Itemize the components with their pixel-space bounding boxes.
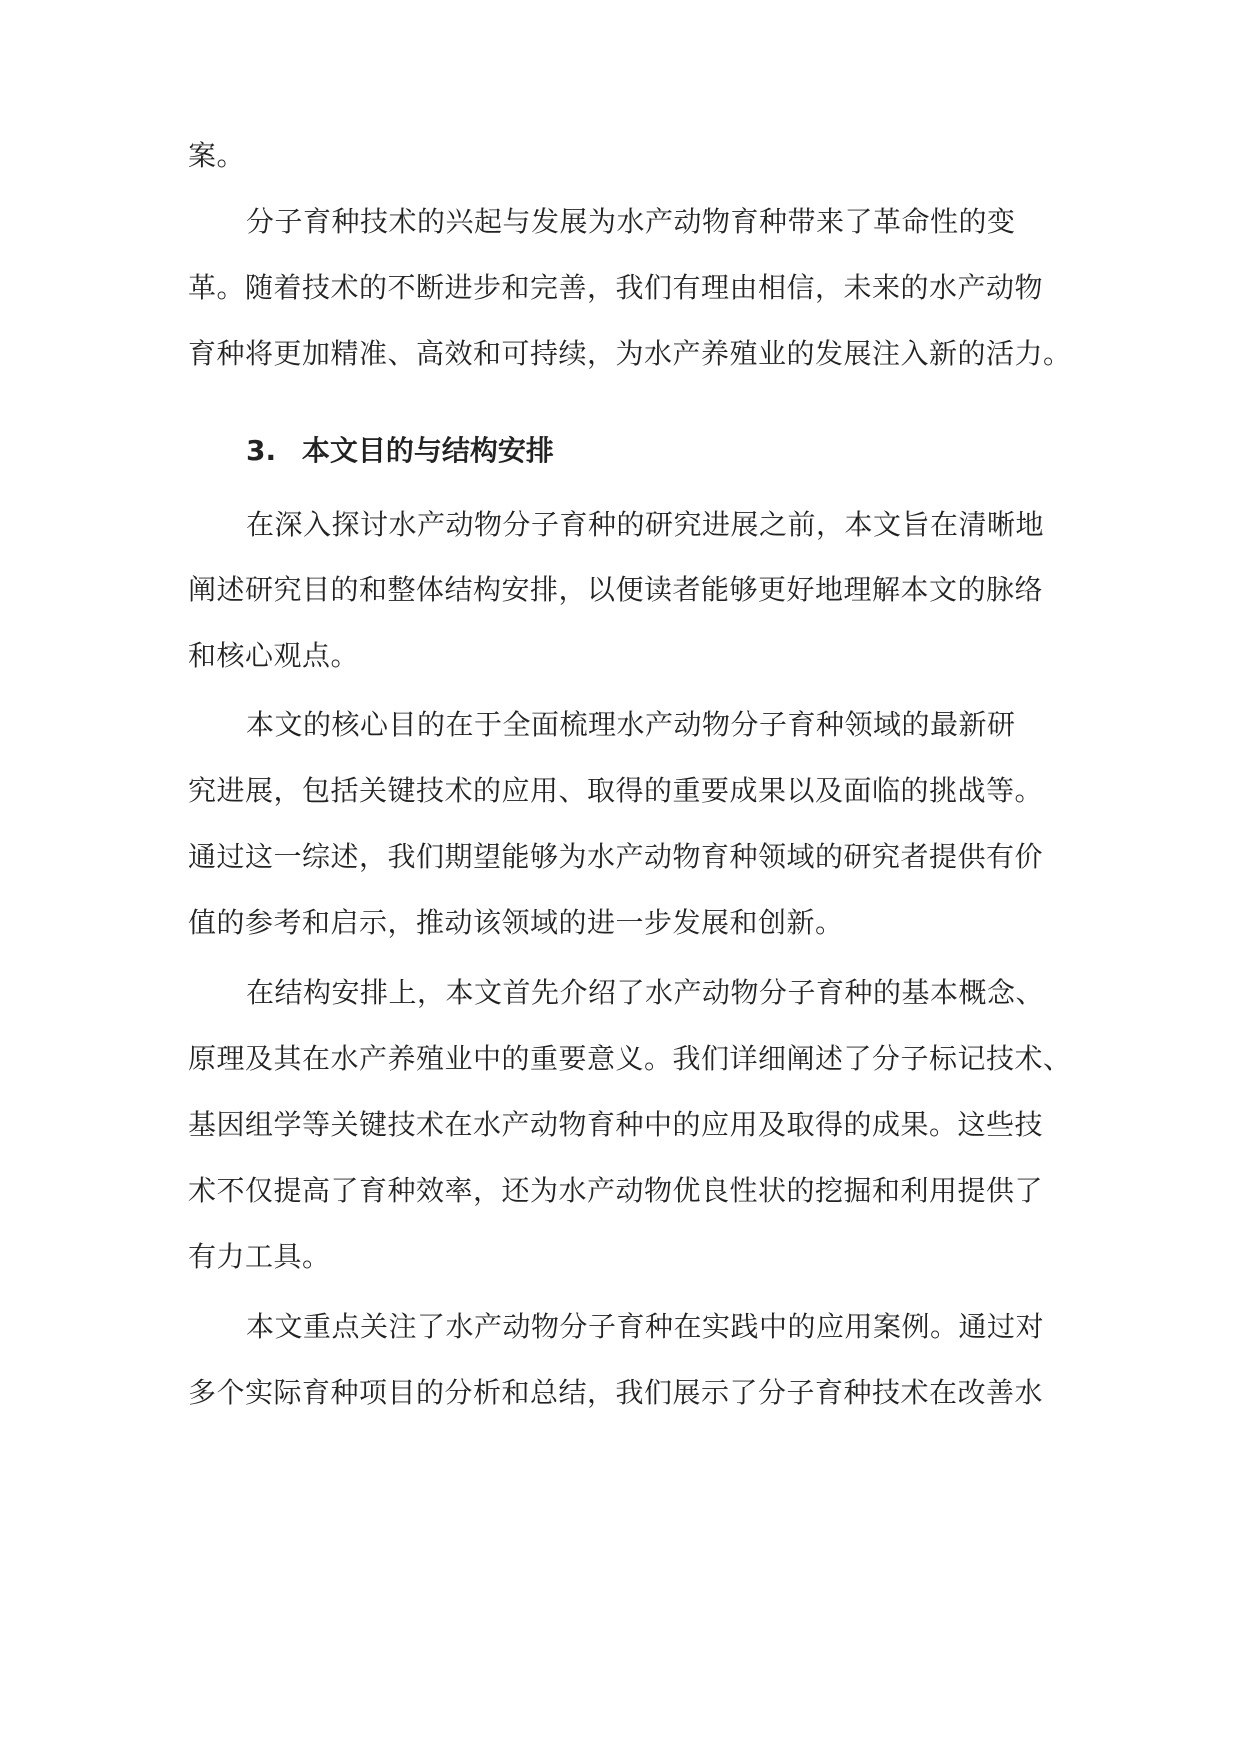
paragraph-line: 本文的核心目的在于全面梳理水产动物分子育种领域的最新研 (246, 708, 1016, 741)
paragraph-line: 通过这一综述，我们期望能够为水产动物育种领域的研究者提供有价 (188, 840, 1044, 873)
paragraph-line: 有力工具。 (188, 1240, 331, 1273)
section-title: 本文目的与结构安排 (301, 434, 554, 467)
paragraph-line: 案。 (188, 139, 246, 172)
paragraph-line: 多个实际育种项目的分析和总结，我们展示了分子育种技术在改善水 (188, 1376, 1044, 1409)
paragraph-line: 值的参考和启示，推动该领域的进一步发展和创新。 (188, 906, 844, 939)
paragraph-line: 阐述研究目的和整体结构安排，以便读者能够更好地理解本文的脉络 (188, 573, 1044, 606)
paragraph-line: 在深入探讨水产动物分子育种的研究进展之前，本文旨在清晰地 (246, 508, 1045, 541)
paragraph-line: 究进展，包括关键技术的应用、取得的重要成果以及面临的挑战等。 (188, 774, 1044, 807)
paragraph-line: 革。随着技术的不断进步和完善，我们有理由相信，未来的水产动物 (188, 271, 1044, 304)
paragraph-line: 基因组学等关键技术在水产动物育种中的应用及取得的成果。这些技 (188, 1108, 1044, 1141)
paragraph-line: 在结构安排上，本文首先介绍了水产动物分子育种的基本概念、 (246, 976, 1045, 1009)
paragraph-line: 术不仅提高了育种效率，还为水产动物优良性状的挖掘和利用提供了 (188, 1174, 1044, 1207)
paragraph-line: 本文重点关注了水产动物分子育种在实践中的应用案例。通过对 (246, 1310, 1045, 1343)
section-heading (246, 431, 554, 471)
paragraph-line: 分子育种技术的兴起与发展为水产动物育种带来了革命性的变 (246, 205, 1016, 238)
paragraph-line: 和核心观点。 (188, 639, 360, 672)
paragraph-line: 育种将更加精准、高效和可持续，为水产养殖业的发展注入新的活力。 (188, 337, 1072, 370)
section-number: 3. (246, 434, 277, 467)
paragraph-line: 原理及其在水产养殖业中的重要意义。我们详细阐述了分子标记技术、 (188, 1042, 1072, 1075)
